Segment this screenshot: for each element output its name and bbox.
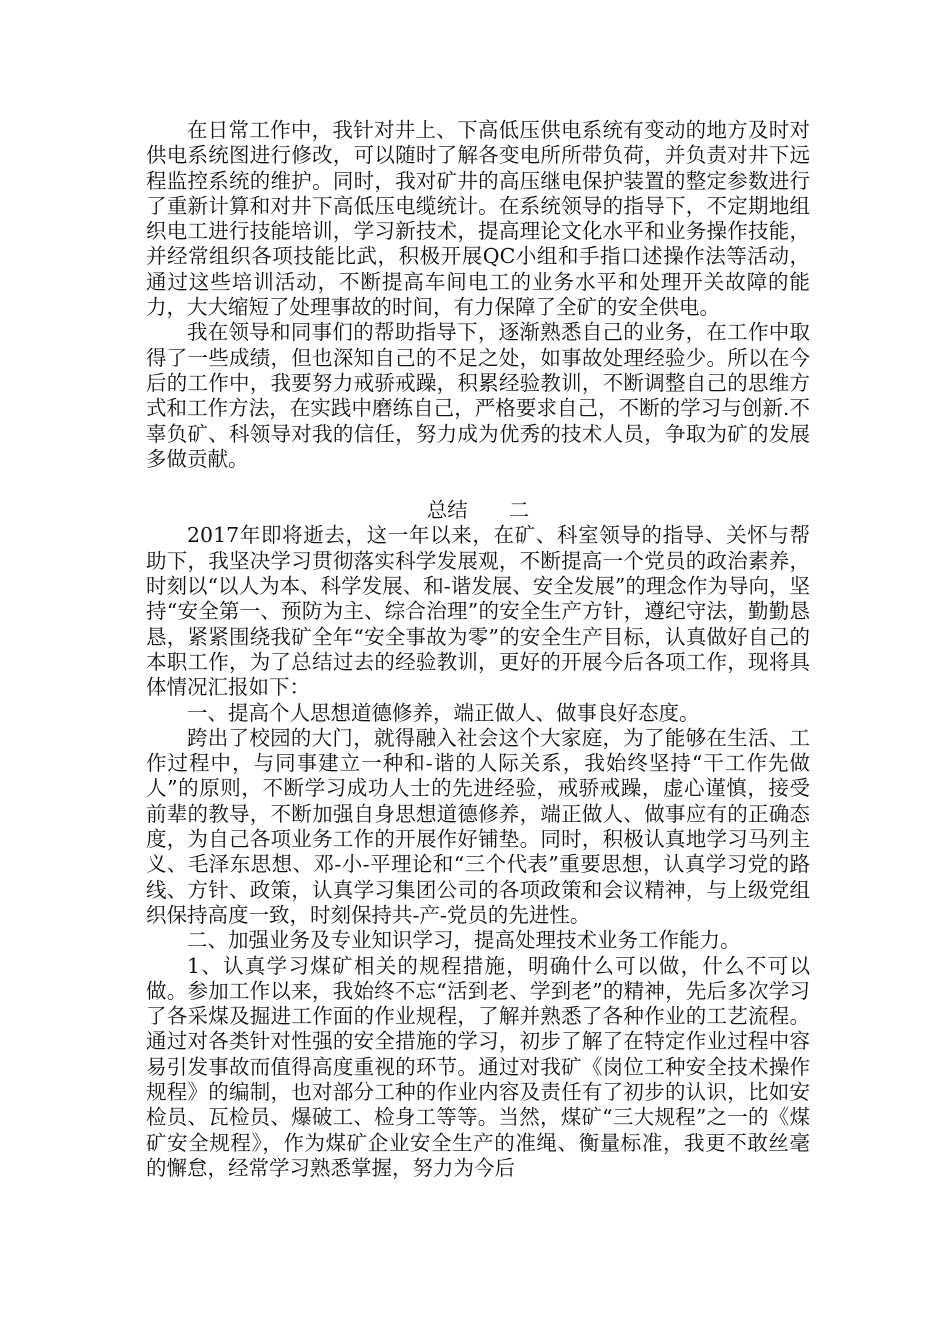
section-paragraph-2: 跨出了校园的大门，就得融入社会这个大家庭，为了能够在生活、工作过程中，与同事建立一种和-谐的人际关系，我始终坚持“干工作先做人”的原则，不断学习成功人士的先进经验，戒骄戒躁，虚心谨慎，接受前辈的教导，不断加强自身思想道德修养，端正做人、做事应有的正确态度，为自己各项业务工作的开展作好铺垫。同时，积极认真地学习马列主义、毛泽东思想、邓-小-平理论和“三个代表”重要思想，认真学习党的路线、方针、政策，认真学习集团公司的各项政策和会议精神，与上级党组织保持高度一致，时刻保持共-产-党员的先进性。	[146, 725, 810, 927]
document-page	[146, 118, 810, 1181]
section-subheading-2: 二、加强业务及专业知识学习，提高处理技术业务工作能力。	[187, 928, 741, 953]
section-subheading-1: 一、提高个人思想道德修养，端正做人、做事良好态度。	[187, 700, 700, 725]
section-paragraph-1: 2017年即将逝去，这一年以来，在矿、科室领导的指导、关怀与帮助下，我坚决学习贯彻落实科学发展观，不断提高一个党员的政治素养，时刻以“以人为本、科学发展、和-谐发展、安全发展”的理念作为导向，坚持“安全第一、预防为主、综合治理”的安全生产方针，遵纪守法，勤勤恳恳，紧紧围绕我矿全年“安全事故为零”的安全生产目标，认真做好自己的本职工作，为了总结过去的经验教训，更好的开展今后各项工作，现将具体情况汇报如下：	[146, 523, 810, 700]
intro-paragraph-1: 在日常工作中，我针对井上、下高低压供电系统有变动的地方及时对供电系统图进行修改，可以随时了解各变电所所带负荷，并负责对井下远程监控系统的维护。同时，我对矿井的高压继电保护装置的整定参数进行了重新计算和对井下高低压电缆统计。在系统领导的指导下，不定期地组织电工进行技能培训，学习新技术，提高理论文化水平和业务操作技能，并经常组织各项技能比武，积极开展QC小组和手指口述操作法等活动，通过这些培训活动，不断提高车间电工的业务水平和处理开关故障的能力，大大缩短了处理事故的时间，有力保障了全矿的安全供电。	[146, 118, 810, 320]
intro-paragraph-2: 我在领导和同事们的帮助指导下，逐渐熟悉自己的业务，在工作中取得了一些成绩，但也深知自己的不足之处，如事故处理经验少。所以在今后的工作中，我要努力戒骄戒躁，积累经验教训，不断调整自己的思维方式和工作方法，在实践中磨练自己，严格要求自己，不断的学习与创新.不辜负矿、科领导对我的信任，努力成为优秀的技术人员，争取为矿的发展多做贡献。	[146, 320, 810, 471]
section-paragraph-3: 1、认真学习煤矿相关的规程措施，明确什么可以做，什么不可以做。参加工作以来，我始终不忘“活到老、学到老”的精神，先后多次学习了各采煤及掘进工作面的作业规程，了解并熟悉了各种作业的工艺流程。通过对各类针对性强的安全措施的学习，初步了解了在特定作业过程中容易引发事故而值得高度重视的环节。通过对我矿《岗位工种安全技术操作规程》的编制，也对部分工种的作业内容及责任有了初步的认识，比如安检员、瓦检员、爆破工、检身工等等。当然，煤矿“三大规程”之一的《煤矿安全规程》，作为煤矿企业安全生产的准绳、衡量标准，我更不敢丝毫的懈怠，经常学习熟悉掌握，努力为今后	[146, 953, 810, 1180]
paragraph-gap	[146, 472, 810, 498]
section-heading: 总结 二	[426, 498, 530, 523]
